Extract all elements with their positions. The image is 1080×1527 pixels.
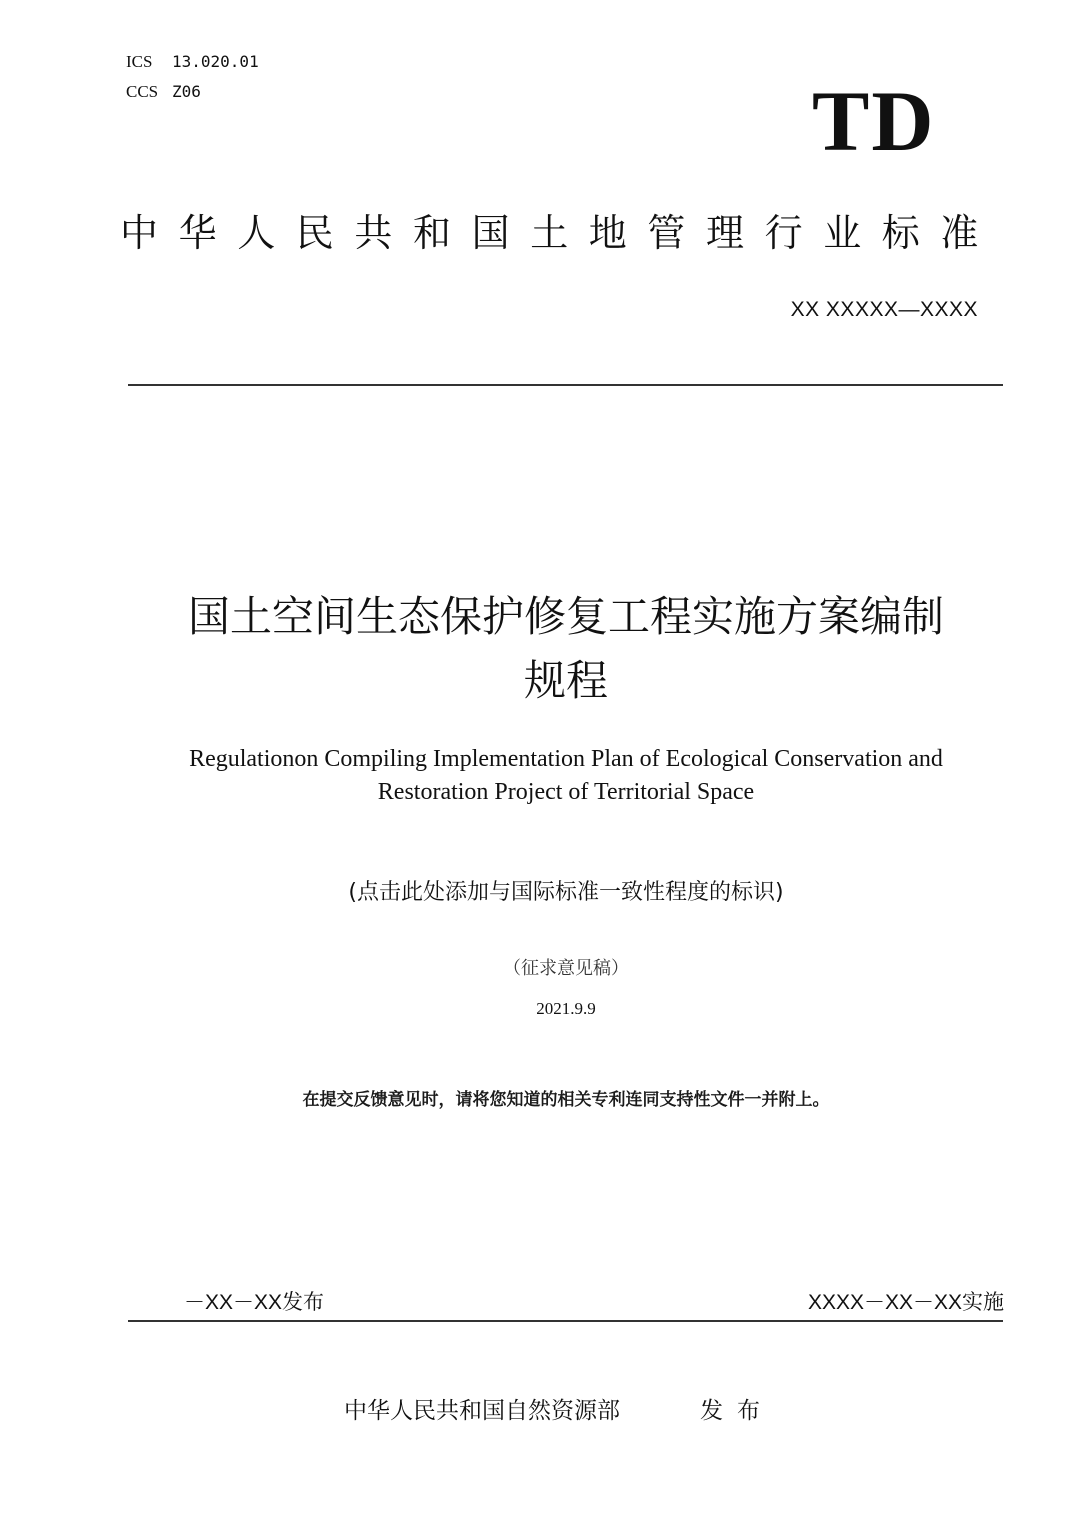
ccs-code: [126, 82, 201, 102]
english-title-line-1: Regulationon Compiling Implementation Plan of Ecological Conservation and: [189, 746, 943, 772]
issue-word: 发布: [700, 1398, 774, 1424]
ics-value: 13.020.01: [172, 52, 259, 71]
implement-date-word: 实施: [962, 1290, 1004, 1314]
publish-date-word: 发布: [282, 1290, 325, 1314]
standard-category-title: 中华人民共和国土地管理行业标准: [120, 211, 1000, 255]
issuing-authority: 中华人民共和国自然资源部: [344, 1398, 620, 1424]
standard-number: XX XXXXX—XXXX: [790, 298, 978, 321]
implement-date-value: XXXX－XX－XX: [807, 1291, 962, 1314]
bottom-divider: [128, 1320, 1003, 1322]
draft-date: 2021.9.9: [536, 999, 596, 1018]
english-title-line-2: Restoration Project of Territorial Space: [377, 779, 755, 805]
patent-note: 在提交反馈意见时，请将您知道的相关专利连同支持性文件一并附上。: [302, 1090, 830, 1110]
publish-date-value: －XX－XX: [184, 1291, 283, 1314]
standard-mark-logo: TD: [812, 73, 936, 169]
ccs-label: CCS: [126, 82, 159, 101]
draft-label: （征求意见稿）: [503, 958, 629, 979]
chinese-title-line-2: 规程: [523, 656, 608, 705]
ics-label: ICS: [126, 52, 153, 71]
publish-date: [184, 1288, 324, 1317]
ics-code: [126, 52, 259, 72]
ccs-value: Z06: [172, 82, 201, 101]
top-divider: [128, 384, 1003, 386]
consistency-note[interactable]: (点击此处添加与国际标准一致性程度的标识): [348, 880, 784, 905]
chinese-title-line-1: 国土空间生态保护修复工程实施方案编制: [187, 592, 944, 641]
implement-date: [808, 1288, 1004, 1317]
